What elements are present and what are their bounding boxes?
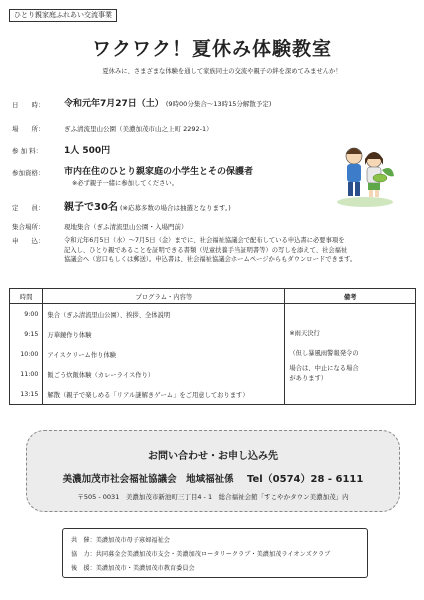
children-illustration bbox=[334, 140, 396, 208]
date-value: 令和元年7月27日（土） bbox=[64, 99, 164, 109]
column-header-program: プログラム・内容等 bbox=[43, 289, 285, 304]
child-hair bbox=[346, 148, 362, 154]
schedule-table bbox=[9, 288, 416, 405]
child-leg bbox=[375, 190, 379, 197]
remark-line: （但し暴風雨警報発令の bbox=[289, 350, 359, 357]
sponsor-box bbox=[62, 528, 368, 578]
sponsor-label: 共 催 bbox=[71, 537, 90, 544]
column-header-time: 時間 bbox=[10, 289, 43, 304]
capacity-value-row bbox=[64, 198, 231, 213]
sponsor-text: ：美濃加茂市・美濃加茂市教育委員会 bbox=[89, 565, 195, 572]
fee-label: 参 加 料： bbox=[12, 147, 43, 155]
contact-address: 〒505 - 0031 美濃加茂市新池町三丁目4 - 1 総合福祉会館「すこやかタウン美濃加茂」内 bbox=[77, 493, 349, 501]
table-row bbox=[10, 324, 416, 344]
table-row bbox=[10, 344, 416, 364]
child-skirt bbox=[368, 183, 380, 190]
apply-text bbox=[64, 236, 410, 265]
child-leg bbox=[355, 182, 360, 196]
row-time: 9:15 bbox=[10, 324, 43, 344]
intro-line: 夏休みに、さまざまな体験を通して家族同士の交流や親子の絆を深めてみませんか！ bbox=[102, 68, 342, 75]
contact-org: 美濃加茂市社会福祉協議会 地域福祉係 bbox=[62, 474, 234, 485]
apply-line: 協議会へ（窓口もしくは郵送）。申込書は、社会福祉協議会ホームページからもダウンロードできます。 bbox=[64, 256, 357, 264]
table-row bbox=[10, 364, 416, 384]
place-label: 場 所： bbox=[12, 125, 45, 133]
row-remark bbox=[285, 324, 416, 344]
row-program: 万華鏡作り体験 bbox=[43, 324, 285, 344]
row-program: 集合（ぎふ清流里山公園）、挨拶、全体説明 bbox=[43, 304, 285, 325]
remark-line: 場合は、中止になる場合 bbox=[289, 365, 359, 372]
sponsor-text: ：美濃加茂市母子寡婦福祉会 bbox=[89, 537, 170, 544]
eligibility-value: 市内在住のひとり親家庭の小学生とその保護者 bbox=[64, 167, 254, 177]
meeting-label: 集合場所： bbox=[12, 223, 45, 231]
date-note: (9時00分集合～13時15分解散予定) bbox=[165, 100, 272, 108]
event-series-tag: ひとり親家庭ふれあい交流事業 bbox=[9, 9, 117, 22]
remark-line: があります） bbox=[289, 375, 328, 382]
row-remark bbox=[285, 344, 416, 364]
apply-line: 記入し、ひとり親であることを証明できる書類（児童扶養手当証明書等）の写しを添えて、社会福祉 bbox=[64, 246, 348, 254]
fee-value: 1人 500円 bbox=[64, 146, 111, 156]
intro-text bbox=[52, 67, 392, 76]
apply-label: 申 込： bbox=[12, 237, 45, 245]
place-value: ぎふ清流里山公園（美濃加茂市山之上町 2292-1） bbox=[64, 125, 213, 133]
eligibility-note: ※必ず親子一緒に参加してください。 bbox=[72, 180, 179, 187]
child-shirt bbox=[347, 164, 361, 182]
contact-heading: お問い合わせ・お申し込み先 bbox=[148, 451, 278, 462]
vegetable-basket bbox=[373, 174, 387, 182]
sponsor-label: 後 援 bbox=[71, 565, 90, 572]
sponsor-text: ：共同募金会美濃加茂市支会・美濃加茂ロータリークラブ・美濃加茂ライオンズクラブ bbox=[89, 551, 331, 558]
ground-shape bbox=[337, 197, 393, 207]
apply-line: 令和元年6月5日（水）～7月5日（金）までに、社会福祉協議会で配布している申込書に必要事項を bbox=[64, 237, 345, 244]
row-program: 解散（親子で楽しめる「リアル謎解きゲーム」をご用意しております） bbox=[43, 384, 285, 405]
row-remark bbox=[285, 384, 416, 405]
date-label: 日 時： bbox=[12, 101, 45, 109]
row-time: 10:00 bbox=[10, 344, 43, 364]
row-time: 11:00 bbox=[10, 364, 43, 384]
date-value-row bbox=[64, 96, 271, 109]
row-program: アイスクリーム作り体験 bbox=[43, 344, 285, 364]
contact-phone[interactable]: Tel（0574）28 - 6111 bbox=[246, 474, 364, 485]
contact-box bbox=[26, 430, 400, 512]
column-header-remarks: 備考 bbox=[285, 289, 416, 304]
contact-org-row bbox=[27, 470, 399, 485]
remark-line: ※雨天決行 bbox=[289, 330, 320, 337]
capacity-label: 定 員： bbox=[12, 204, 45, 212]
capacity-value: 親子で30名 bbox=[64, 202, 118, 213]
sponsor-row bbox=[71, 563, 195, 572]
row-remark bbox=[285, 364, 416, 384]
row-program: 飯ごう炊飯体験（カレーライス作り） bbox=[43, 364, 285, 384]
table-row bbox=[10, 304, 416, 325]
sponsor-row bbox=[71, 549, 330, 558]
table-header-row bbox=[10, 289, 416, 304]
row-remark bbox=[285, 304, 416, 325]
page-title: ワクワク！夏休み体験教室 bbox=[91, 38, 332, 60]
table-row bbox=[10, 384, 416, 405]
capacity-note: (※応募多数の場合は抽選となります。) bbox=[120, 204, 231, 212]
sponsor-label: 協 力 bbox=[71, 551, 90, 558]
eligibility-label: 参加資格： bbox=[12, 169, 45, 177]
meeting-value: 現地集合（ぎふ清流里山公園・入場門前） bbox=[64, 223, 188, 231]
child-leg bbox=[369, 190, 373, 197]
eligibility-value-row bbox=[64, 164, 253, 177]
row-time: 13:15 bbox=[10, 384, 43, 405]
fee-value-row bbox=[64, 143, 110, 156]
child-leg bbox=[348, 182, 353, 196]
sponsor-row bbox=[71, 535, 170, 544]
row-time: 9:00 bbox=[10, 304, 43, 325]
